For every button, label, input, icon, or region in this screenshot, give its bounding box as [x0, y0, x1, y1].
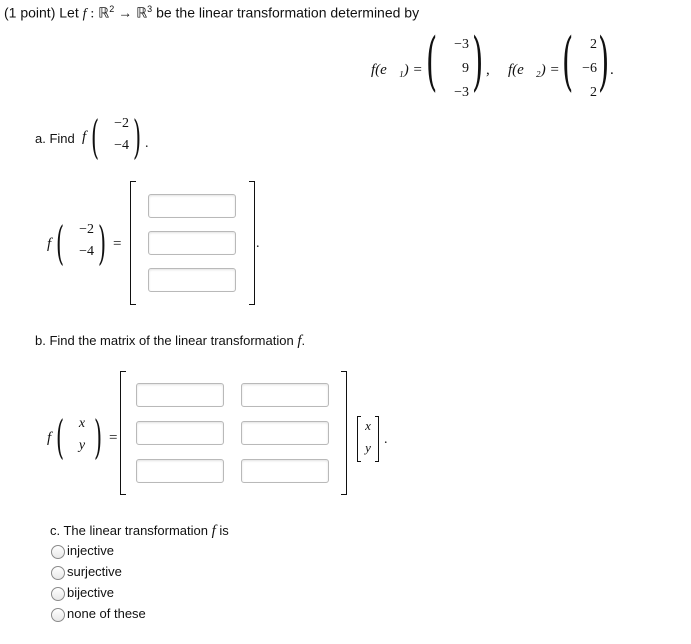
part-b-eq-left-paren: (: [56, 410, 65, 464]
part-b-vector-left-bracket: [357, 416, 361, 462]
fe1-right-paren: ): [472, 25, 484, 99]
part-a-eq-left-paren: (: [56, 216, 65, 270]
colon: :: [90, 6, 95, 22]
part-a-eq-right-paren: ): [98, 216, 107, 270]
radio-surjective[interactable]: [51, 566, 65, 580]
radio-none-of-these[interactable]: [51, 608, 65, 622]
arrow: →: [118, 6, 133, 22]
codomain-R: ℝ: [136, 6, 148, 22]
part-b-eq-right-paren: ): [94, 410, 103, 464]
domain-R: ℝ: [98, 6, 110, 22]
part-a-right-bracket: [249, 181, 255, 305]
part-a-eq-vec-2: −4: [79, 244, 94, 259]
part-b-left-bracket: [120, 371, 126, 495]
fe1-entry-3: −3: [454, 85, 469, 100]
fe2-right-paren: ): [598, 25, 610, 99]
part-a-answer-1[interactable]: [148, 194, 236, 218]
part-b-var-x: x: [78, 416, 86, 431]
fe2-entry-1: 2: [590, 37, 597, 52]
part-b-f: f: [297, 333, 302, 349]
fe2-left-paren: (: [562, 25, 574, 99]
part-b-period: .: [301, 333, 306, 348]
fe2-entry-2: −6: [582, 61, 597, 76]
part-a-equals: =: [113, 236, 122, 252]
part-b-vector-y: y: [365, 440, 371, 455]
part-a-prompt: a. Find: [35, 131, 75, 146]
given-period: .: [610, 62, 614, 78]
part-a-eq-f: f: [47, 236, 52, 252]
part-a-eq-vec-1: −2: [79, 222, 94, 237]
part-b-vector-right-bracket: [375, 416, 379, 462]
part-a-left-paren: (: [91, 110, 100, 164]
part-b-prompt-text: b. Find the matrix of the linear transformation: [35, 333, 294, 348]
fe1-left-paren: (: [426, 25, 438, 99]
part-b-matrix-r2c1[interactable]: [136, 421, 224, 445]
f-symbol: f: [82, 6, 87, 22]
part-a-answer-2[interactable]: [148, 231, 236, 255]
option-surjective[interactable]: surjective: [67, 564, 122, 579]
part-c-prompt-text: c. The linear transformation: [50, 523, 208, 538]
header-description: be the linear transformation determined by: [156, 4, 420, 21]
problem-header: [4, 4, 419, 23]
fe1-entry-1: −3: [454, 37, 469, 52]
part-a-period: .: [145, 136, 149, 151]
part-a-vec-2: −4: [114, 138, 129, 153]
let-label: Let: [59, 4, 79, 21]
part-b-matrix-r1c2[interactable]: [241, 383, 329, 407]
part-a-right-paren: ): [133, 110, 142, 164]
given-comma: ,: [486, 62, 490, 78]
part-a-answer-3[interactable]: [148, 268, 236, 292]
fe2-label: f(e⃗₂) =: [508, 62, 560, 78]
domain-exponent: 2: [109, 4, 115, 14]
option-none-of-these[interactable]: none of these: [67, 606, 146, 621]
part-a-answer-period: .: [256, 236, 260, 251]
option-injective[interactable]: injective: [67, 543, 114, 558]
part-b-matrix-r2c2[interactable]: [241, 421, 329, 445]
fe1-label: f(e⃗₁) =: [371, 62, 423, 78]
codomain-exponent: 3: [147, 4, 153, 14]
part-a-f: f: [82, 129, 87, 145]
part-b-prompt: [35, 333, 305, 350]
part-c-is: is: [219, 523, 229, 538]
part-b-equals: =: [109, 430, 118, 446]
part-c-f: f: [211, 523, 216, 539]
radio-bijective[interactable]: [51, 587, 65, 601]
fe2-entry-3: 2: [590, 85, 597, 100]
radio-injective[interactable]: [51, 545, 65, 559]
part-b-matrix-r3c1[interactable]: [136, 459, 224, 483]
part-a-vec-1: −2: [114, 116, 129, 131]
part-b-matrix-r1c1[interactable]: [136, 383, 224, 407]
fe1-entry-2: 9: [462, 61, 469, 76]
part-b-vector-x: x: [365, 418, 371, 433]
points-label: (1 point): [4, 4, 56, 21]
part-c-prompt: [50, 523, 229, 540]
option-bijective[interactable]: bijective: [67, 585, 114, 600]
part-b-matrix-r3c2[interactable]: [241, 459, 329, 483]
part-b-eq-f: f: [47, 430, 52, 446]
part-a-left-bracket: [130, 181, 136, 305]
part-b-answer-period: .: [384, 432, 388, 447]
part-b-var-y: y: [78, 438, 86, 453]
part-b-right-bracket: [341, 371, 347, 495]
